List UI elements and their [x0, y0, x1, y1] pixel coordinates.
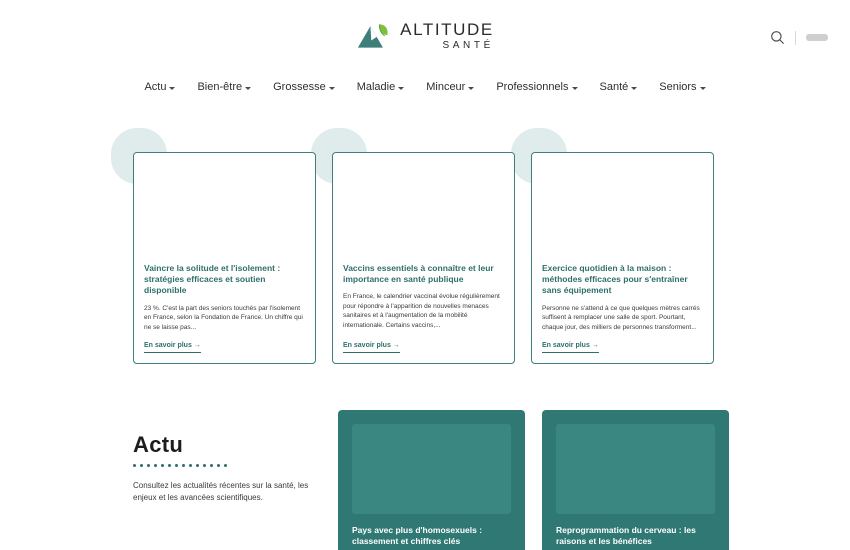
nav-item-label: Minceur: [426, 81, 466, 93]
nav-item-label: Maladie: [356, 81, 396, 93]
read-more-link[interactable]: En savoir plus →: [144, 342, 201, 353]
dotted-divider: [133, 464, 343, 467]
card-description: Personne ne s'attend à ce que quelques mètres carrés suffisent à remplacer une salle de sport. Pourtant, chaque jour, des milliers de personnes transforment...: [542, 304, 700, 331]
chevron-down-icon: [700, 87, 706, 90]
site-logo[interactable]: [356, 19, 494, 53]
actu-card[interactable]: [338, 410, 525, 550]
chevron-down-icon: [631, 87, 637, 90]
nav-item-label: Bien-être: [197, 81, 243, 93]
chevron-down-icon: [329, 87, 335, 90]
actu-heading: Actu: [133, 432, 184, 457]
chevron-down-icon: [398, 87, 404, 90]
card-title: Vaccins essentiels à connaître et leur importance en santé publique: [343, 263, 494, 285]
card-title: Pays avec plus d'homosexuels : classement et chiffres clés: [352, 525, 483, 547]
nav-item-label: Seniors: [659, 81, 697, 93]
hero-section: [0, 128, 850, 378]
nav-item-bien-etre[interactable]: [197, 81, 251, 93]
actu-card-list: [338, 410, 729, 550]
nav-item-seniors[interactable]: [659, 81, 705, 93]
nav-item-label: Grossesse: [273, 81, 326, 93]
chevron-down-icon: [572, 87, 578, 90]
card-image: [542, 163, 703, 249]
nav-item-actu[interactable]: [144, 81, 175, 93]
card-image: [556, 424, 715, 514]
nav-item-grossesse[interactable]: [273, 81, 335, 93]
card-image: [343, 163, 504, 249]
card-title: Exercice quotidien à la maison : méthodes efficaces pour s'entraîner sans équipement: [542, 263, 688, 296]
card-description: En France, le calendrier vaccinal évolue régulièrement pour répondre à l'apparition de nouvelles menaces sanitaires et à l'augmentation de la mobilité internationale. Certains vaccins,...: [343, 293, 500, 329]
nav-item-maladie[interactable]: [357, 81, 405, 93]
account-pill-button[interactable]: [806, 34, 828, 41]
chevron-down-icon: [245, 87, 251, 90]
nav-item-label: Actu: [144, 81, 167, 93]
hero-card[interactable]: [133, 152, 316, 364]
nav-item-minceur[interactable]: [426, 81, 474, 93]
search-icon[interactable]: [770, 30, 785, 45]
hero-card[interactable]: [531, 152, 714, 364]
actu-description: Consultez les actualités récentes sur la santé, les enjeux et les avancées scientifiques.: [133, 481, 309, 503]
card-image: [352, 424, 511, 514]
card-description: 23 %. C'est la part des seniors touchés par l'isolement en France, selon la Fondation de France. Un chiffre qui ne se laisse pas...: [144, 304, 303, 331]
site-header: [0, 0, 850, 72]
logo-title: ALTITUDE: [400, 20, 494, 39]
chevron-down-icon: [468, 87, 474, 90]
actu-intro: [133, 432, 343, 505]
actu-card[interactable]: [542, 410, 729, 550]
nav-item-label: Santé: [599, 81, 629, 93]
hero-card-list: [133, 152, 714, 364]
logo-subtitle: SANTÉ: [442, 40, 494, 51]
mountain-logo-icon: [356, 19, 392, 53]
nav-item-label: Professionnels: [496, 81, 569, 93]
main-nav: [0, 72, 850, 102]
header-divider: [795, 31, 796, 45]
card-image: [144, 163, 305, 249]
nav-item-professionnels[interactable]: [496, 81, 577, 93]
card-title: Reprogrammation du cerveau : les raisons et les bénéfices: [556, 525, 696, 547]
nav-item-sante[interactable]: [600, 81, 638, 93]
card-title: Vaincre la solitude et l'isolement : stratégies efficaces et soutien disponible: [144, 263, 281, 296]
hero-card[interactable]: [332, 152, 515, 364]
chevron-down-icon: [169, 87, 175, 90]
read-more-link[interactable]: En savoir plus →: [542, 342, 599, 353]
logo-text: [400, 21, 494, 51]
read-more-link[interactable]: En savoir plus →: [343, 342, 400, 353]
header-actions: [770, 30, 828, 45]
